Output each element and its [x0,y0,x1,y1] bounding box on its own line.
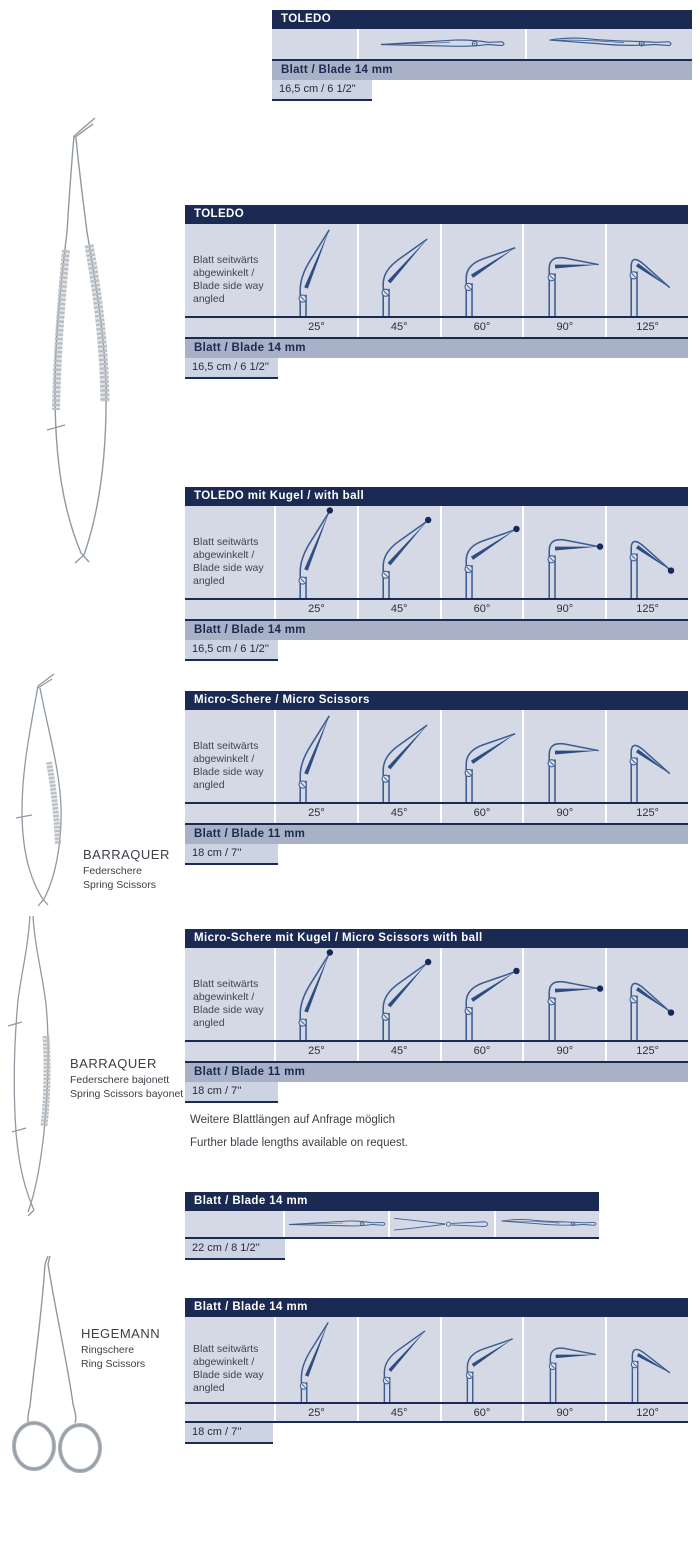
angle-label: 45° [357,1042,440,1061]
bayonet-scissors-illustration [0,914,66,1216]
angle-label-row [185,804,688,823]
angle-label: 90° [522,804,605,823]
blade-diagram-cell [357,224,440,316]
blade-diagram-cell [522,710,605,802]
blade-angle-diagram [525,948,605,1040]
blade-angle-grid [185,506,688,619]
label-line: Blatt seitwärts [193,1343,259,1355]
scissors-curved-cell [494,1211,599,1237]
blade-diagram-cell [440,948,523,1040]
scissors-image-row [185,1211,599,1239]
angle-label: 60° [440,600,523,619]
blade-diagram-cell [357,710,440,802]
blade-position-label [185,1317,274,1402]
blade-diagram-cell [440,710,523,802]
table-header: Micro-Schere mit Kugel / Micro Scissors with ball [185,929,688,948]
size-cell: 18 cm / 7'' [185,1082,278,1103]
instrument-subline-de: Federschere [83,865,142,877]
blade-angle-grid [185,948,688,1061]
blade-diagram-cell [440,224,523,316]
ball-tip [327,507,333,513]
angle-label: 120° [605,1404,688,1421]
blade-diagram-cell [522,506,605,598]
angle-row-spacer [185,1042,274,1061]
blade-diagram-row [185,948,688,1042]
blade-diagram-cell [522,948,605,1040]
label-line: abgewinkelt / [193,991,255,1003]
blade-diagram-cell [440,1317,523,1402]
product-table-hegemann-angled [185,1298,688,1444]
blade-length-band: Blatt / Blade 14 mm [272,59,692,80]
angle-label: 25° [274,600,357,619]
angle-label: 90° [522,318,605,337]
instrument-label-hegemann [81,1326,160,1371]
size-cell: 18 cm / 7'' [185,844,278,865]
ball-tip [513,526,519,532]
angle-label: 25° [274,318,357,337]
label-line: abgewinkelt / [193,267,255,279]
scissors-curved-icon [541,33,677,56]
blade-diagram-cell [522,1317,605,1402]
size-cell: 16,5 cm / 6 1/2'' [185,358,278,379]
angle-label: 60° [440,1404,523,1421]
blade-diagram-cell [274,710,357,802]
ball-tip [327,949,333,955]
angle-label: 25° [274,804,357,823]
blade-angle-diagram [362,1317,436,1402]
blade-diagram-cell [522,224,605,316]
ball-tip [425,517,431,523]
angle-row-spacer [185,1404,274,1421]
instrument-name: BARRAQUER [83,847,170,862]
angle-label: 125° [605,804,688,823]
product-table-toledo-with-ball [185,487,688,661]
angle-label: 45° [357,600,440,619]
blade-diagram-cell [440,506,523,598]
blade-diagram-cell [605,948,688,1040]
table-header: TOLEDO mit Kugel / with ball [185,487,688,506]
table-header: Blatt / Blade 14 mm [185,1298,688,1317]
angle-row-spacer [185,600,274,619]
blade-angle-diagram [525,224,605,316]
blade-length-band: Blatt / Blade 11 mm [185,823,688,844]
ball-tip [668,1009,674,1015]
label-line: abgewinkelt / [193,753,255,765]
angle-label-row [185,1404,688,1423]
blade-angle-diagram [279,1317,353,1402]
blade-angle-diagram [359,224,439,316]
instrument-photo-toledo-spring-scissors [27,110,127,566]
blade-length-band: Blatt / Blade 14 mm [185,337,688,358]
table-header: Micro-Schere / Micro Scissors [185,691,688,710]
instrument-name: HEGEMANN [81,1326,161,1341]
blade-angle-grid [185,710,688,823]
blade-angle-diagram [359,710,439,802]
angle-label: 25° [274,1042,357,1061]
size-cell: 18 cm / 7'' [185,1423,273,1444]
blade-length-band: Blatt / Blade 14 mm [185,619,688,640]
label-line: Blatt seitwärts [193,978,259,990]
blade-position-label [185,948,274,1040]
angle-label: 90° [522,1042,605,1061]
ball-tip [425,959,431,965]
blade-angle-diagram [607,506,687,598]
blade-angle-diagram [276,506,356,598]
blade-angle-diagram [445,1317,519,1402]
blade-angle-diagram [610,1317,684,1402]
instrument-label-barraquer-spring [83,847,170,892]
product-table-hegemann-straight [185,1192,599,1260]
blade-angle-grid [185,224,688,337]
product-table-micro-scissors [185,691,688,865]
ball-tip [668,567,674,573]
size-cell: 16,5 cm / 6 1/2" [272,80,372,101]
instrument-photo-barraquer-bayonet-scissors [0,914,66,1216]
angle-label: 90° [522,1404,605,1421]
angle-row-spacer [185,318,274,337]
angle-label: 25° [274,1404,357,1421]
angle-label: 90° [522,600,605,619]
blade-diagram-cell [605,710,688,802]
blade-angle-diagram [359,506,439,598]
instrument-name: BARRAQUER [70,1056,157,1071]
blade-angle-diagram [442,710,522,802]
blade-diagram-cell [274,948,357,1040]
blade-diagram-cell [357,506,440,598]
angle-label: 125° [605,1042,688,1061]
angle-label-row [185,1042,688,1061]
table-header: TOLEDO [185,205,688,224]
instrument-label-barraquer-bayonet [70,1056,183,1101]
blade-diagram-row [185,1317,688,1404]
blade-diagram-row [185,224,688,318]
angle-label: 125° [605,318,688,337]
blade-angle-diagram [442,948,522,1040]
label-line: angled [193,1382,225,1394]
availability-note-en: Further blade lengths available on request. [190,1137,409,1149]
blade-angle-grid [185,1317,688,1423]
blade-angle-diagram [276,224,356,316]
instrument-subline-en: Ring Scissors [81,1357,146,1370]
product-table-micro-scissors-with-ball [185,929,688,1103]
scissors-straight-cell [283,1211,388,1237]
blade-length-band: Blatt / Blade 11 mm [185,1061,688,1082]
scissors-straight-icon [374,33,510,56]
blade-angle-diagram [276,710,356,802]
instrument-subline-de: Ringschere [81,1344,135,1356]
scissors-open-cell [388,1211,493,1237]
blade-diagram-cell [274,224,357,316]
blade-diagram-cell [274,1317,357,1402]
blade-angle-diagram [359,948,439,1040]
image-row-spacer [185,1211,283,1237]
blade-position-label [185,710,274,802]
label-line: abgewinkelt / [193,549,255,561]
blade-diagram-row [185,506,688,600]
scissors-straight-icon [285,1213,388,1236]
scissors-curved-cell [525,29,693,59]
label-line: abgewinkelt / [193,1356,255,1368]
blade-angle-diagram [528,1317,602,1402]
label-line: Blade side way [193,1004,264,1016]
instrument-photo-barraquer-spring-scissors [4,670,82,908]
scissors-curved-icon [496,1213,599,1236]
blade-angle-diagram [607,948,687,1040]
blade-position-label [185,224,274,316]
table-header: TOLEDO [272,10,692,29]
blade-diagram-cell [605,506,688,598]
availability-note [190,1114,408,1160]
product-table-toledo-angled [185,205,688,379]
instrument-subline-en: Spring Scissors bayonet [70,1087,184,1100]
scissors-open-icon [390,1213,493,1236]
label-line: Blatt seitwärts [193,254,259,266]
label-line: angled [193,779,225,791]
angle-label: 60° [440,318,523,337]
angle-label-row [185,600,688,619]
spring-scissors-illustration [27,110,127,566]
image-row-spacer [272,29,357,59]
scissors-image-grid [185,1211,599,1239]
size-cell: 22 cm / 8 1/2'' [185,1239,285,1260]
angle-label: 45° [357,804,440,823]
angle-label: 45° [357,1404,440,1421]
spring-scissors-small-illustration [4,670,82,908]
blade-diagram-cell [357,948,440,1040]
ball-tip [596,985,602,991]
blade-angle-diagram [607,224,687,316]
angle-row-spacer [185,804,274,823]
ball-tip [596,543,602,549]
angle-label-row [185,318,688,337]
label-line: Blatt seitwärts [193,536,259,548]
angle-label: 60° [440,804,523,823]
blade-diagram-cell [357,1317,440,1402]
label-line: Blade side way [193,562,264,574]
label-line: Blade side way [193,280,264,292]
blade-angle-diagram [276,948,356,1040]
size-cell: 16,5 cm / 6 1/2'' [185,640,278,661]
blade-angle-diagram [607,710,687,802]
scissors-image-row [272,29,692,59]
instrument-subline-en: Spring Scissors [83,878,156,891]
ball-tip [513,968,519,974]
blade-angle-diagram [525,710,605,802]
blade-diagram-cell [274,506,357,598]
availability-note-de: Weitere Blattlängen auf Anfrage möglich [190,1114,395,1126]
label-line: Blade side way [193,1369,264,1381]
label-line: Blatt seitwärts [193,740,259,752]
blade-diagram-cell [605,1317,688,1402]
label-line: angled [193,1017,225,1029]
label-line: angled [193,575,225,587]
scissors-image-grid [272,29,692,59]
blade-angle-diagram [442,506,522,598]
scissors-straight-cell [357,29,525,59]
angle-label: 60° [440,1042,523,1061]
instrument-subline-de: Federschere bajonett [70,1074,170,1086]
table-header: Blatt / Blade 14 mm [185,1192,599,1211]
product-table-toledo-straight [272,10,692,101]
label-line: Blade side way [193,766,264,778]
label-line: angled [193,293,225,305]
blade-diagram-row [185,710,688,804]
angle-label: 125° [605,600,688,619]
blade-position-label [185,506,274,598]
blade-angle-diagram [525,506,605,598]
angle-label: 45° [357,318,440,337]
blade-diagram-cell [605,224,688,316]
blade-angle-diagram [442,224,522,316]
